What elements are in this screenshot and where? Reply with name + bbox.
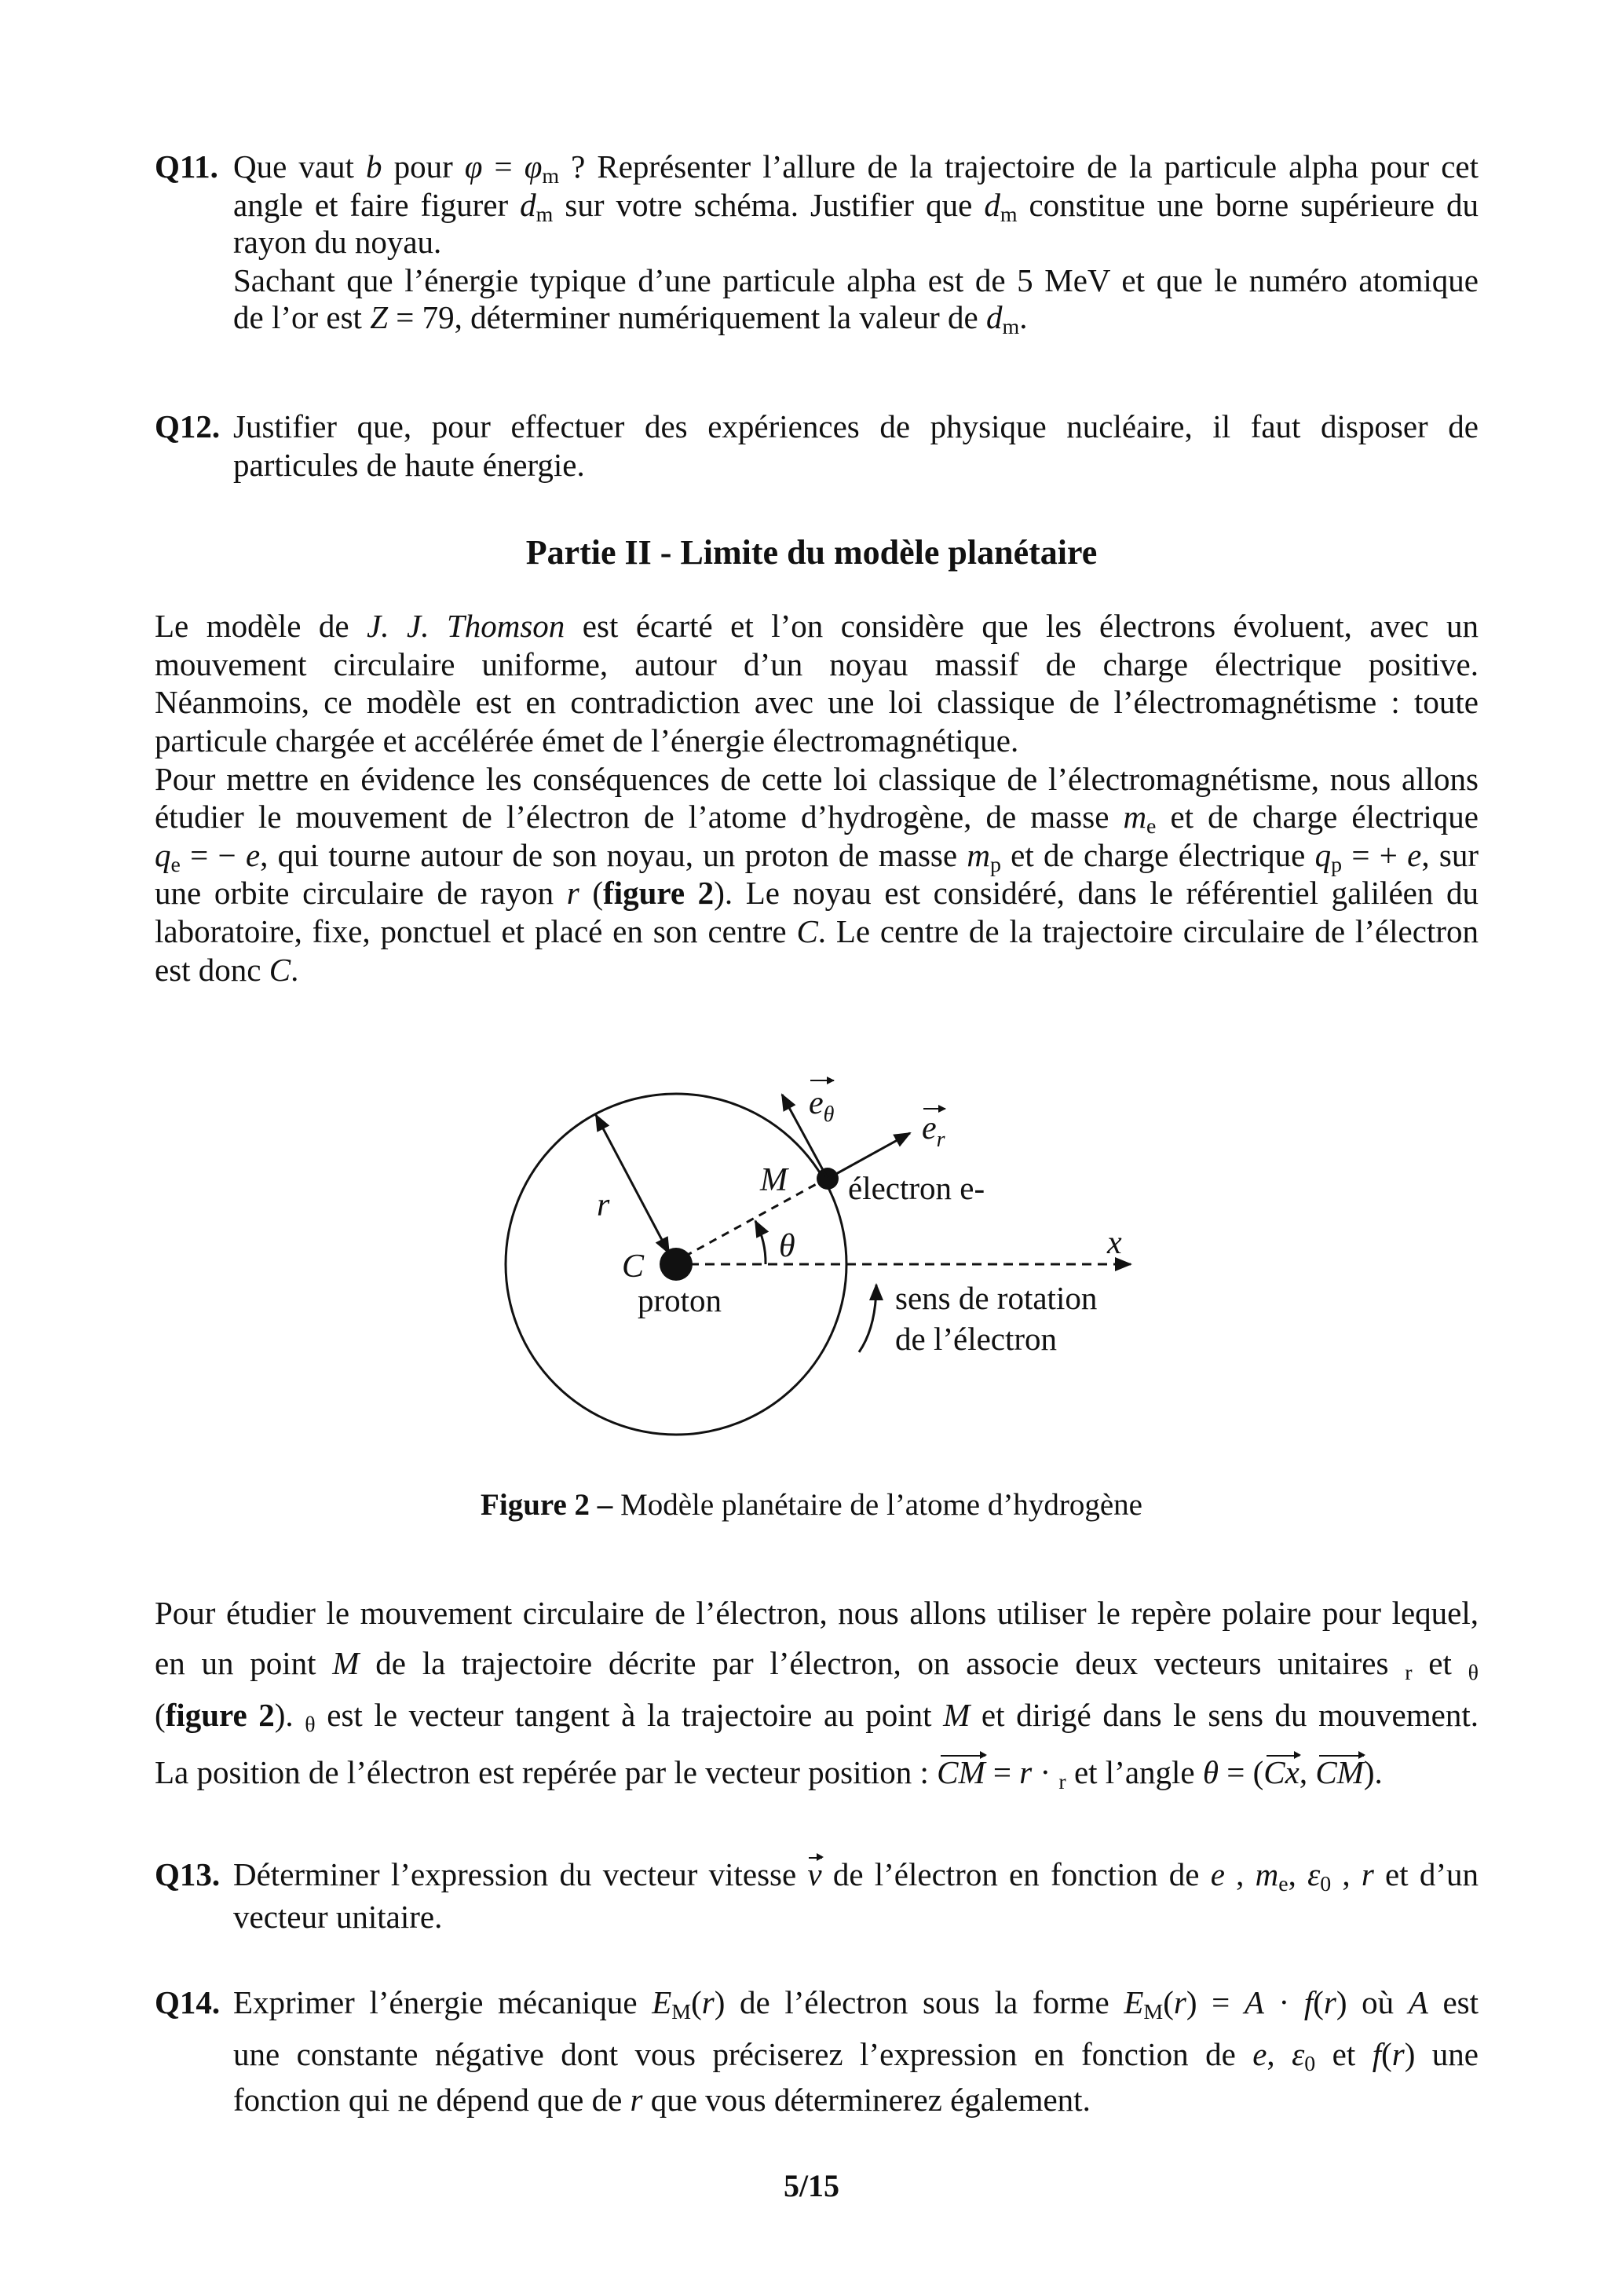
paragraph-line: une orbite circulaire de rayon r (figure 2). Le noyau est considéré, dans le référentiel galiléen du [155, 875, 1479, 911]
math-symbol: r [1361, 1856, 1374, 1892]
label-electron: électron e- [848, 1170, 985, 1206]
paragraph-line: Pour mettre en évidence les conséquences de cette loi classique de l’électromagnétisme, nous allons [155, 761, 1479, 797]
math-symbol: r [701, 1984, 715, 2020]
subscript: e [170, 852, 181, 877]
vector-symbol: Cx [1263, 1754, 1299, 1790]
subscript: m [542, 163, 560, 188]
subscript: r [1058, 1769, 1066, 1794]
math-symbol: d [986, 299, 1003, 335]
subscript: θ [305, 1712, 316, 1737]
rotation-arrow [859, 1285, 876, 1352]
q14-line: Exprimer l’énergie mécanique $E_M(r)$ de l’électron sous la forme $E_M(r) = A \cdot f(r)$ où A est [233, 1984, 1479, 2024]
q11-line: de l’or est Z = 79, déterminer numériquement la valeur de $d_m$. [233, 299, 1028, 339]
math-symbol: r [1391, 2036, 1405, 2072]
subscript: m [536, 202, 554, 227]
bold-reference: figure 2 [603, 875, 715, 911]
math-symbol: b [366, 148, 382, 185]
math-symbol: e [1210, 1856, 1225, 1892]
label-x: x [1107, 1225, 1122, 1261]
subscript: 0 [1320, 1871, 1332, 1896]
math-symbol: d [984, 187, 1000, 223]
proton-dot [660, 1248, 693, 1281]
cm-line [685, 1182, 821, 1256]
vector-symbol: CM [1315, 1754, 1364, 1790]
math-symbol: ε [1292, 2036, 1305, 2072]
q13-line: vecteur unitaire. [233, 1899, 443, 1935]
subscript: p [1331, 852, 1343, 877]
radius-arrow [596, 1115, 669, 1253]
math-symbol: θ [1202, 1754, 1219, 1790]
page-number: 5/15 [783, 2168, 840, 2203]
math-symbol: E [652, 1984, 672, 2020]
subscript: M [1143, 1999, 1164, 2024]
label-e-theta: $e_\theta$ [809, 1085, 835, 1127]
math-symbol: φ [524, 148, 543, 185]
vector-symbol: v [807, 1856, 822, 1892]
paragraph-line: Néanmoins, ce modèle est en contradiction avec une loi classique de l’électromagnétisme : toute [155, 684, 1479, 720]
paragraph-line: La position de l’électron est repérée par le vecteur position : CM = r · $_r$ et l’angle θ = (Cx, CM). [155, 1754, 1383, 1794]
paragraph-line: Le modèle de J. J. Thomson est écarté et l’on considère que les électrons évoluent, avec un [155, 608, 1479, 644]
math-symbol: ε [1307, 1856, 1321, 1892]
section-heading: Partie II - Limite du modèle planétaire [525, 533, 1098, 572]
math-symbol: Z [370, 299, 389, 335]
q11-label: Q11. [155, 148, 218, 185]
paragraph-line: particule chargée et accélérée émet de l’énergie électromagnétique. [155, 722, 1019, 759]
q11-line: angle et faire figurer $d_m$ sur votre schéma. Justifier que $d_m$ constitue une borne supérieure du [233, 187, 1479, 227]
math-symbol: A [1408, 1984, 1428, 2020]
label-C: C [622, 1249, 645, 1285]
math-symbol: e [1252, 2036, 1267, 2072]
math-symbol: C [796, 913, 818, 949]
math-symbol: f [1372, 2036, 1382, 2072]
q13-label: Q13. [155, 1856, 221, 1892]
math-symbol: r [566, 875, 579, 911]
paragraph-line: laboratoire, fixe, ponctuel et placé en son centre C. Le centre de la trajectoire circulaire de l’électron [155, 913, 1479, 949]
q14-label: Q14. [155, 1984, 221, 2020]
q11-line: Sachant que l’énergie typique d’une particule alpha est de 5 MeV et que le numéro atomique [233, 262, 1479, 298]
math-symbol: m [1255, 1856, 1279, 1892]
subscript: p [989, 852, 1001, 877]
math-symbol: q [155, 837, 171, 873]
vector-symbol: CM [937, 1754, 985, 1790]
q11-line: Que vaut b pour $\varphi = \varphi_m$ ? Représenter l’allure de la trajectoire de la particule alpha pour cet [233, 148, 1479, 188]
paragraph-line: en un point M de la trajectoire décrite par l’électron, on associe deux vecteurs unitaires $_r$ et $_\theta$ [155, 1645, 1479, 1685]
subscript: r [1405, 1660, 1413, 1685]
math-symbol: e [245, 837, 261, 873]
math-symbol: m [967, 837, 990, 873]
math-symbol: r [630, 2082, 643, 2118]
q12-line: particules de haute énergie. [233, 447, 585, 483]
paragraph-line: étudier le mouvement de l’électron de l’atome d’hydrogène, de masse $m_e$ et de charge électrique [155, 799, 1479, 839]
math-symbol: M [943, 1697, 971, 1733]
subscript: M [671, 1999, 692, 2024]
theta-arc [755, 1221, 766, 1264]
bold-reference: figure 2 [165, 1697, 275, 1733]
math-symbol: M [332, 1645, 360, 1681]
math-symbol: E [1124, 1984, 1144, 2020]
label-proton: proton [638, 1282, 722, 1318]
math-symbol: φ [464, 148, 483, 185]
q12-line: Justifier que, pour effectuer des expériences de physique nucléaire, il faut disposer de [233, 408, 1479, 444]
subscript: e [1146, 813, 1157, 839]
paragraph-line: mouvement circulaire uniforme, autour d’un noyau massif de charge électrique positive. [155, 646, 1479, 682]
math-symbol: r [1323, 1984, 1336, 2020]
subscript: 0 [1304, 2051, 1316, 2076]
figure-caption-text: Modèle planétaire de l’atome d’hydrogène [612, 1488, 1142, 1522]
paragraph-line: Pour étudier le mouvement circulaire de l’électron, nous allons utiliser le repère polaire pour lequel, [155, 1595, 1479, 1631]
q12-label: Q12. [155, 408, 221, 444]
paragraph-line: (figure 2). $_\theta$ est le vecteur tangent à la trajectoire au point M et dirigé dans le sens du mouvement. [155, 1697, 1479, 1737]
figure-caption [0, 1487, 1623, 1523]
q14-line: fonction qui ne dépend que de r que vous déterminerez également. [233, 2082, 1091, 2118]
figure-caption-number: Figure 2 – [481, 1488, 613, 1522]
math-symbol: C [269, 952, 291, 988]
q14-line: une constante négative dont vous préciserez l’expression en fonction de e, $\varepsilon_0$ et f(r) une [233, 2036, 1479, 2076]
math-symbol: r [1173, 1984, 1186, 2020]
label-M: M [760, 1162, 788, 1198]
q11-line: rayon du noyau. [233, 224, 442, 260]
paragraph-line: est donc C. [155, 952, 299, 988]
math-symbol: e [1407, 837, 1422, 873]
label-theta: θ [779, 1228, 795, 1264]
label-e-r: $e_r$ [922, 1110, 945, 1152]
math-symbol: d [520, 187, 536, 223]
math-symbol: A [1244, 1984, 1264, 2020]
paragraph-line: $q_e$ = − e, qui tourne autour de son noyau, un proton de masse $m_p$ et de charge électrique $q_p$ = + e, sur [155, 837, 1479, 877]
subscript: e [1278, 1871, 1289, 1896]
math-symbol: f [1303, 1984, 1314, 2020]
math-symbol: q [1314, 837, 1332, 873]
math-symbol: r [1019, 1754, 1033, 1790]
math-symbol: m [1123, 799, 1147, 835]
subscript: θ [1468, 1660, 1479, 1685]
label-rotation-1: sens de rotation [895, 1280, 1098, 1316]
subscript: m [1000, 202, 1018, 227]
subscript: m [1002, 314, 1020, 339]
q13-line: Déterminer l’expression du vecteur vitesse v de l’électron en fonction de e , $m_e$, $\varepsilon_0$ , r et d’un [233, 1856, 1479, 1896]
label-r: r [597, 1187, 610, 1223]
math-symbol: J. J. Thomson [367, 608, 565, 644]
label-rotation-2: de l’électron [895, 1321, 1058, 1357]
